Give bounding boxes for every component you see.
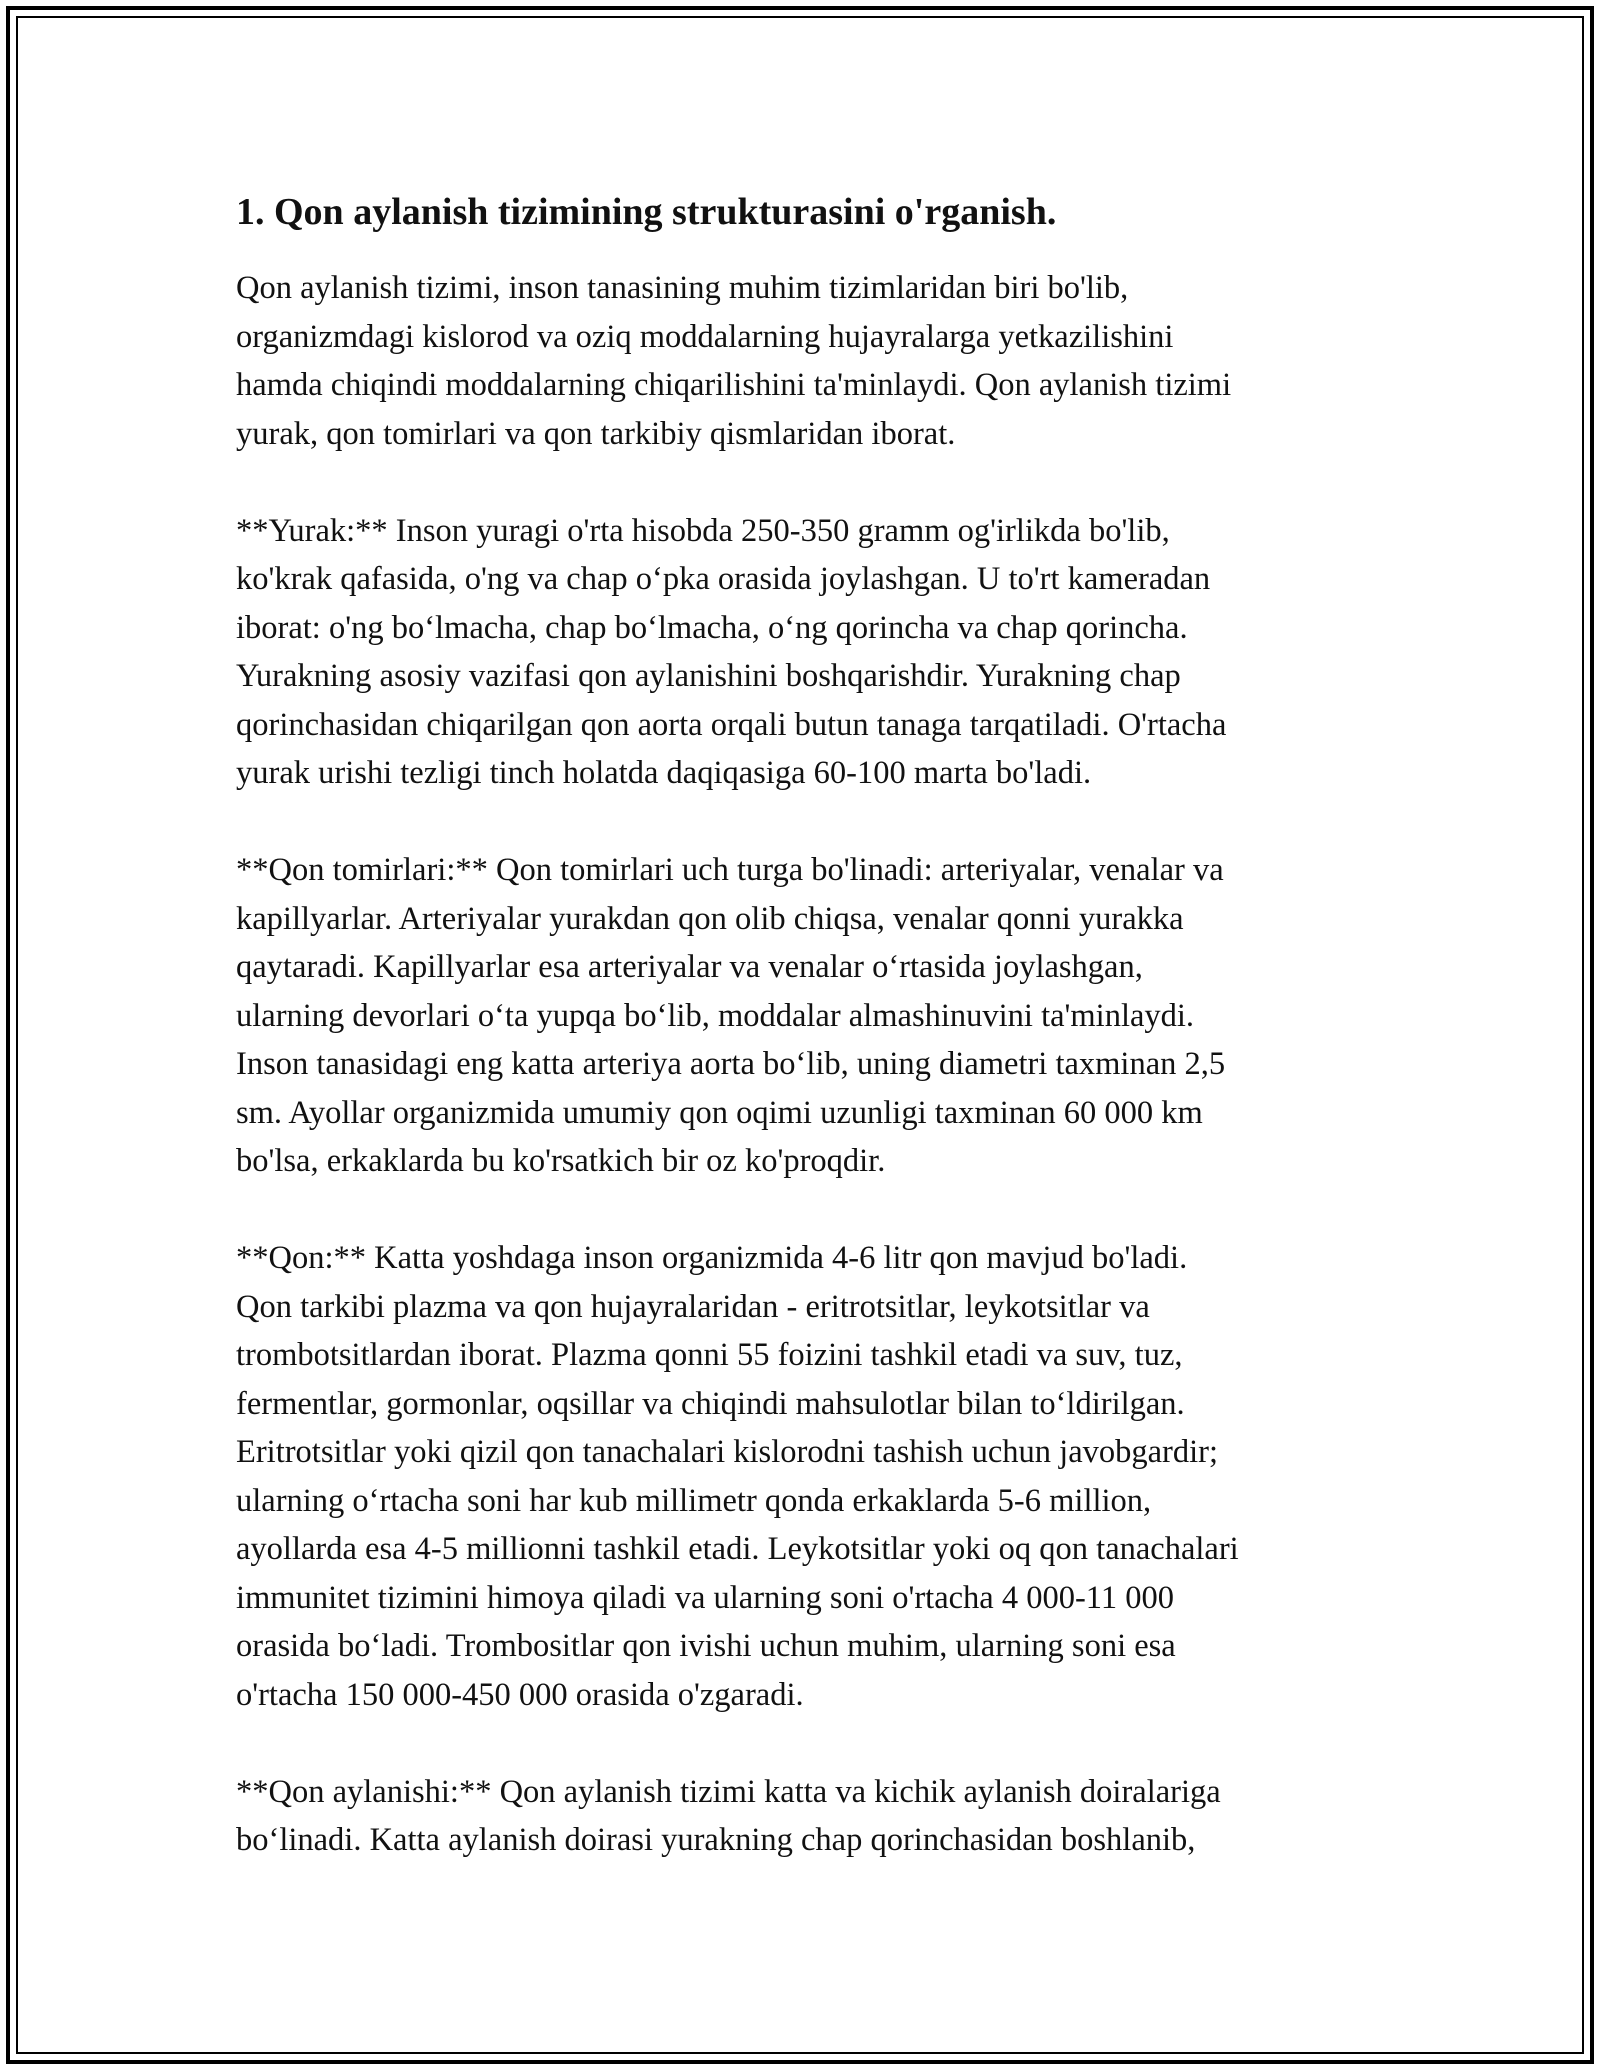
text-line: o'rtacha 150 000-450 000 orasida o'zgaradi. [236,1676,804,1713]
text-line: fermentlar, gormonlar, oqsillar va chiqindi mahsulotlar bilan to‘ldirilgan. [236,1385,1185,1422]
paragraph-intro [236,264,1376,458]
section-heading: 1. Qon aylanish tizimining strukturasini o'rganish. [236,191,1057,233]
text-line: **Qon tomirlari:** Qon tomirlari uch turga bo'linadi: arteriyalar, venalar va [236,852,1224,888]
text-line: bo‘linadi. Katta aylanish doirasi yurakning chap qorinchasidan boshlanib, [236,1822,1196,1858]
text-line: orasida bo‘ladi. Trombositlar qon ivishi uchun muhim, ularning soni esa [236,1628,1176,1664]
text-line: hamda chiqindi moddalarning chiqarilishini ta'minlaydi. Qon aylanish tizimi [236,367,1232,403]
text-line: yurak urishi tezligi tinch holatda daqiqasiga 60-100 marta bo'ladi. [236,755,1092,791]
paragraph-blood-vessels [236,846,1376,1186]
text-line: ayollarda esa 4-5 millionni tashkil etadi. Leykotsitlar yoki oq qon tanachalari [236,1531,1239,1567]
text-line: **Yurak:** Inson yuragi o'rta hisobda 250-350 gramm og'irlikda bo'lib, [236,512,1170,549]
text-line: organizmdagi kislorod va oziq moddalarning hujayralarga yetkazilishini [236,318,1174,355]
text-line: ularning o‘rtacha soni har kub millimetr qonda erkaklarda 5-6 million, [236,1482,1152,1519]
text-line: bo'lsa, erkaklarda bu ko'rsatkich bir oz ko'proqdir. [236,1143,886,1179]
text-line: ko'krak qafasida, o'ng va chap o‘pka orasida joylashgan. U to'rt kameradan [236,561,1211,597]
paragraph-circulation [236,1768,1376,1865]
text-line: qorinchasidan chiqarilgan qon aorta orqali butun tanaga tarqatiladi. O'rtacha [236,706,1227,743]
text-line: Inson tanasidagi eng katta arteriya aorta bo‘lib, uning diametri taxminan 2,5 [236,1046,1226,1082]
text-line: **Qon aylanishi:** Qon aylanish tizimi katta va kichik aylanish doiralariga [236,1773,1221,1810]
text-line: Eritrotsitlar yoki qizil qon tanachalari kislorodni tashish uchun javobgardir; [236,1434,1218,1470]
text-line: ularning devorlari o‘ta yupqa bo‘lib, moddalar almashinuvini ta'minlaydi. [236,997,1195,1034]
text-line: yurak, qon tomirlari va qon tarkibiy qismlaridan iborat. [236,415,956,452]
paragraph-heart [236,507,1376,798]
text-line: iborat: o'ng bo‘lmacha, chap bo‘lmacha, o‘ng qorincha va chap qorincha. [236,609,1188,646]
text-line: kapillyarlar. Arteriyalar yurakdan qon olib chiqsa, venalar qonni yurakka [236,900,1184,937]
text-line: qaytaradi. Kapillyarlar esa arteriyalar va venalar o‘rtasida joylashgan, [236,949,1143,985]
text-line: Yurakning asosiy vazifasi qon aylanishini boshqarishdir. Yurakning chap [236,658,1181,694]
text-line: trombotsitlardan iborat. Plazma qonni 55 foizini tashkil etadi va suv, tuz, [236,1337,1183,1373]
text-line: Qon aylanish tizimi, inson tanasining muhim tizimlaridan biri bo'lib, [236,270,1129,306]
text-line: **Qon:** Katta yoshdaga inson organizmida 4-6 litr qon mavjud bo'ladi. [236,1240,1188,1276]
text-line: immunitet tizimini himoya qiladi va ularning soni o'rtacha 4 000-11 000 [236,1579,1174,1616]
paragraph-blood [236,1234,1376,1719]
text-line: Qon tarkibi plazma va qon hujayralaridan - eritrotsitlar, leykotsitlar va [236,1288,1150,1325]
document-body [236,186,1376,1913]
text-line: sm. Ayollar organizmida umumiy qon oqimi uzunligi taxminan 60 000 km [236,1094,1203,1131]
